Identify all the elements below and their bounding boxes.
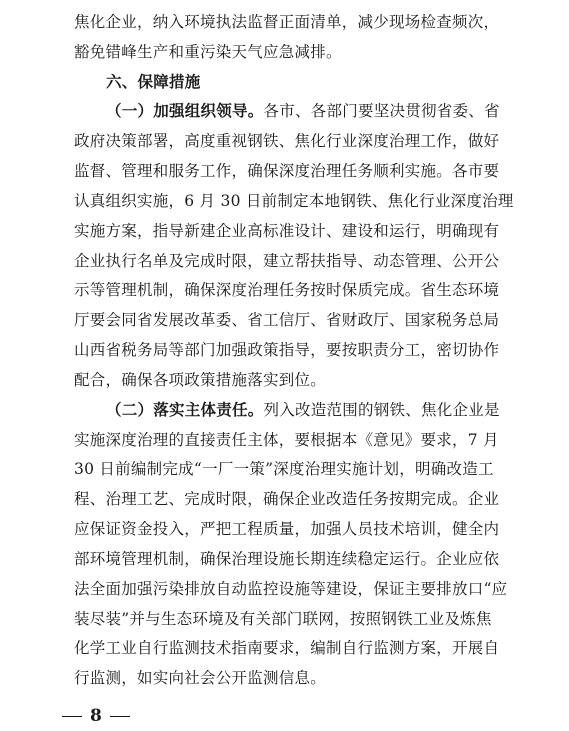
text-line: 焦化企业，纳入环境执法监督正面清单，减少现场检查频次， bbox=[74, 13, 500, 31]
subsection-title: （一）加强组织领导。 bbox=[106, 102, 264, 121]
footer-dash-left bbox=[62, 716, 82, 717]
text-line: 实施深度治理的直接责任主体，要根据本《意见》要求，7 月 bbox=[74, 430, 499, 449]
text-line: 行监测，如实向社会公开监测信息。 bbox=[74, 669, 327, 688]
text-line: 山西省税务局等部门加强政策指导，要按职责分工，密切协作 bbox=[74, 341, 500, 360]
text-line: 认真组织实施，6 月 30 日前制定本地钢铁、焦化行业深度治理 bbox=[74, 191, 514, 210]
section-heading: 六、保障措施 bbox=[106, 72, 201, 91]
page-footer bbox=[62, 704, 130, 728]
text-line: 法全面加强污染排放自动监控设施等建设，保证主要排放口“应 bbox=[74, 579, 508, 598]
text-line: 化学工业自行监测技术指南要求，编制自行监测方案，开展自 bbox=[74, 639, 500, 658]
paragraph-1-first-line bbox=[106, 97, 519, 127]
text-line: 示等管理机制，确保深度治理任务按时保质完成。省生态环境 bbox=[74, 281, 500, 300]
text-line: 豁免错峰生产和重污染天气应急减排。 bbox=[74, 42, 342, 61]
text-line: 30 日前编制完成“一厂一策”深度治理实施计划，明确改造工 bbox=[74, 460, 494, 479]
footer-dash-right bbox=[110, 716, 130, 717]
text-line: 程、治理工艺、完成时限，确保企业改造任务按期完成。企业 bbox=[74, 490, 500, 509]
paragraph-2-first-line bbox=[106, 396, 519, 426]
text-line: 实施方案，指导新建企业高标准设计、建设和运行，明确现有 bbox=[74, 221, 500, 240]
page-number: 8 bbox=[90, 706, 102, 726]
text-line: 企业执行名单及完成时限，建立帮扶指导、动态管理、公开公 bbox=[74, 251, 500, 270]
text-line: 装尽装”并与生态环境及有关部门联网，按照钢铁工业及炼焦 bbox=[74, 609, 492, 628]
subsection-title: （二）落实主体责任。 bbox=[106, 400, 264, 419]
text-line: 厅要会同省发展改革委、省工信厅、省财政厅、国家税务总局 bbox=[74, 311, 500, 330]
text-span: 列入改造范围的钢铁、焦化企业是 bbox=[263, 400, 500, 419]
text-line: 政府决策部署，高度重视钢铁、焦化行业深度治理工作，做好 bbox=[74, 132, 500, 151]
text-line: 部环境管理机制，确保治理设施长期连续稳定运行。企业应依 bbox=[74, 549, 500, 568]
text-line: 配合，确保各项政策措施落实到位。 bbox=[74, 370, 327, 389]
text-span: 各市、各部门要坚决贯彻省委、省 bbox=[263, 102, 500, 121]
text-line: 监督、管理和服务工作，确保深度治理任务顺利实施。各市要 bbox=[74, 162, 500, 181]
text-line: 应保证资金投入，严把工程质量，加强人员技术培训，健全内 bbox=[74, 520, 500, 539]
